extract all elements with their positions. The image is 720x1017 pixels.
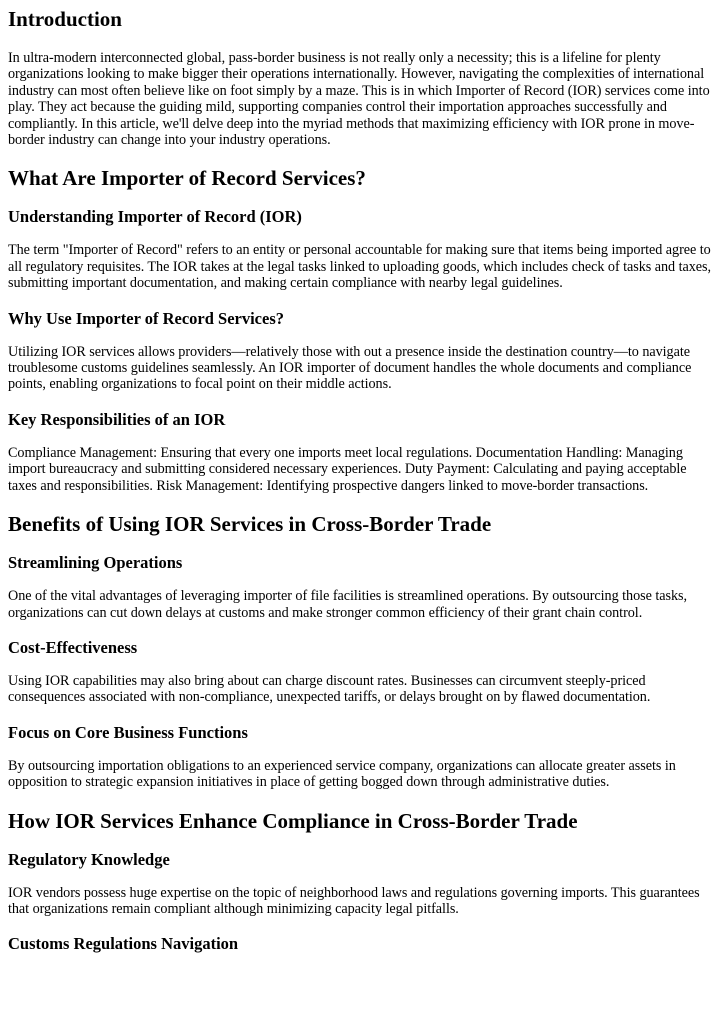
- key-responsibilities-paragraph: Compliance Management: Ensuring that every one imports meet local regulations. Documentation Handling: Managing import bureaucracy and submitting considered necessary experiences. Duty Payment: Calculating and paying acceptable taxes and responsibilities. Risk Management: Identifying prospective dangers linked to move-border transactions.: [8, 444, 687, 494]
- understanding-ior-paragraph: The term "Importer of Record" refers to an entity or personal accountable for making sure that items being imported agree to all regulatory requisites. The IOR takes at the legal tasks linked to uploading goods, which includes check of tasks and taxes, submitting important documentation, and making certain compliance with nearby legal guidelines.: [8, 242, 711, 292]
- introduction-paragraph: In ultra-modern interconnected global, pass-border business is not really only a necessity; this is a lifeline for plenty organizations looking to make bigger their operations internationally. However, navigating the complexities of international industry can most often believe like on foot simply by a maze. This is in which Importer of Record (IOR) services come into play. They act because the guiding mild, supporting companies control their importation approaches successfully and compliantly. In this article, we'll delve deep into the myriad methods that maximizing efficiency with IOR prone in move-border industry can change into your industry operations.: [8, 50, 710, 149]
- why-use-ior-paragraph: Utilizing IOR services allows providers—relatively those with out a presence inside the destination country—to navigate troublesome customs guidelines seamlessly. An IOR importer of document handles the whole documents and compliance points, enabling organizations to focal point on their middle actions.: [8, 343, 692, 393]
- cost-effectiveness-paragraph: Using IOR capabilities may also bring about can charge discount rates. Businesses can circumvent steeply-priced consequences associated with non-compliance, unexpected tariffs, or delays brought on by flawed documentation.: [8, 672, 651, 706]
- subheading-understanding-ior: Understanding Importer of Record (IOR): [8, 207, 302, 227]
- subheading-key-responsibilities: Key Responsibilities of an IOR: [8, 409, 226, 429]
- section-heading-introduction: Introduction: [8, 7, 122, 31]
- section-heading-benefits: Benefits of Using IOR Services in Cross-Border Trade: [8, 512, 492, 537]
- subheading-focus-core-business: Focus on Core Business Functions: [8, 722, 248, 742]
- subheading-regulatory-knowledge: Regulatory Knowledge: [8, 849, 170, 869]
- streamlining-operations-paragraph: One of the vital advantages of leveraging importer of file facilities is streamlined operations. By outsourcing those tasks, organizations can cut down delays at customs and make stronger common efficiency of their grant chain control.: [8, 588, 687, 621]
- focus-core-business-paragraph: By outsourcing importation obligations to an experienced service company, organizations can allocate greater assets in opposition to strategic expansion initiatives in place of getting bogged down through administrative duties.: [8, 757, 676, 791]
- subheading-why-use-ior: Why Use Importer of Record Services?: [8, 308, 285, 328]
- section-heading-compliance: How IOR Services Enhance Compliance in Cross-Border Trade: [8, 808, 578, 833]
- section-heading-what-are-ior-services: What Are Importer of Record Services?: [8, 166, 366, 191]
- subheading-customs-regulations: Customs Regulations Navigation: [8, 934, 239, 954]
- subheading-streamlining-operations: Streamlining Operations: [8, 553, 183, 573]
- regulatory-knowledge-paragraph: IOR vendors possess huge expertise on the topic of neighborhood laws and regulations governing imports. This guarantees that organizations remain compliant although minimizing capacity legal pitfalls.: [8, 884, 700, 917]
- subheading-cost-effectiveness: Cost-Effectiveness: [8, 637, 138, 657]
